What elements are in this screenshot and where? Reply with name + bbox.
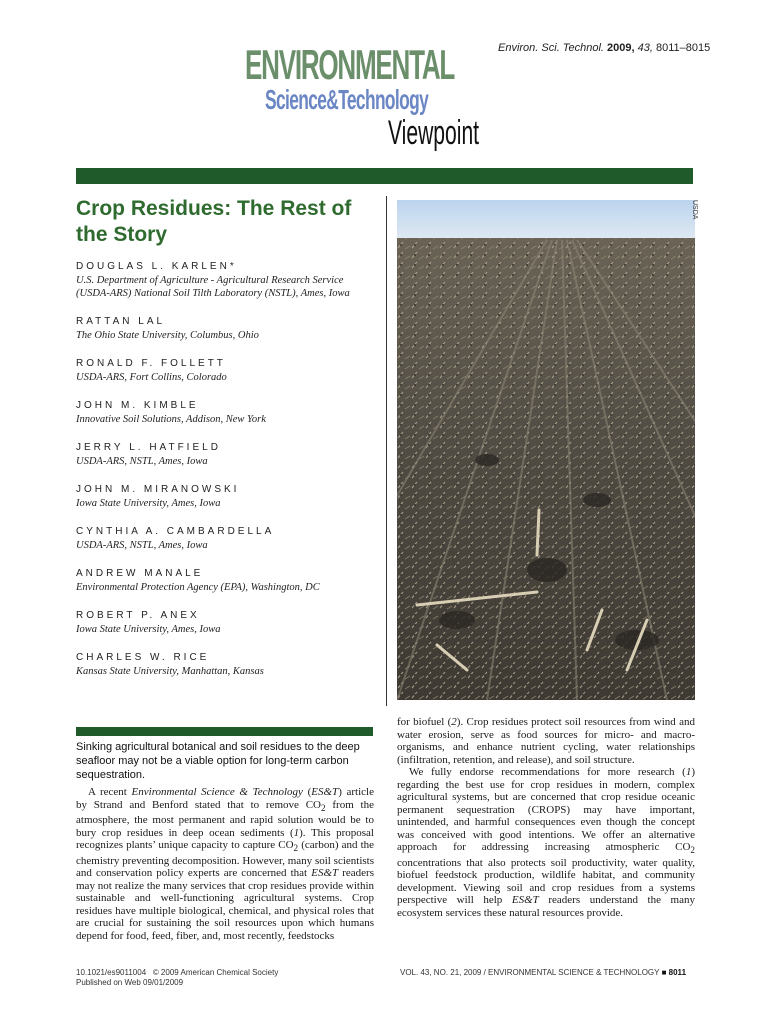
author-entry xyxy=(76,651,376,678)
author-entry xyxy=(76,260,376,300)
author-affiliation: USDA-ARS, Fort Collins, Colorado xyxy=(76,372,227,383)
body-paragraph: for biofuel (2). Crop residues protect soil resources from wind and water erosion, serve as food sources for micro- and macro-organisms, and enhance nutrient cycling, water relationships (infiltration, retention, and release), and soil structure. xyxy=(397,716,695,766)
footer-right xyxy=(400,968,686,977)
header-divider xyxy=(76,168,693,184)
author-affiliation: The Ohio State University, Columbus, Ohio xyxy=(76,330,259,341)
author-name: JOHN M. KIMBLE xyxy=(76,400,199,411)
logo-line1: ENVIRONMENTAL xyxy=(245,41,455,88)
abstract-text: Sinking agricultural botanical and soil residues to the deep seafloor may not be a viable option for long-term carbon sequestration. xyxy=(76,741,360,781)
author-affiliation: Iowa State University, Ames, Iowa xyxy=(76,498,221,509)
author-entry xyxy=(76,483,376,510)
author-name: RATTAN LAL xyxy=(76,316,166,327)
author-affiliation: USDA-ARS, NSTL, Ames, Iowa xyxy=(76,456,208,467)
photo-credit: USDA xyxy=(691,200,698,220)
author-name: JOHN M. MIRANOWSKI xyxy=(76,484,240,495)
journal-volume: 43, xyxy=(637,42,653,54)
section-label: Viewpoint xyxy=(388,114,480,152)
author-name: CYNTHIA A. CAMBARDELLA xyxy=(76,526,275,537)
author-affiliation: U.S. Department of Agriculture - Agricultural Research Service (USDA-ARS) National Soil Tilth Laboratory (NSTL), Ames, Iowa xyxy=(76,275,350,299)
author-affiliation: Iowa State University, Ames, Iowa xyxy=(76,624,221,635)
author-name: CHARLES W. RICE xyxy=(76,652,210,663)
page-number: 8011 xyxy=(668,968,687,977)
author-entry xyxy=(76,399,376,426)
copyright: © 2009 American Chemical Society xyxy=(152,968,279,977)
column-divider xyxy=(386,196,387,706)
article-title: Crop Residues: The Rest of the Story xyxy=(76,197,352,246)
journal-pages: 8011–8015 xyxy=(656,42,711,54)
author-name: ROBERT P. ANEX xyxy=(76,610,200,621)
journal-citation xyxy=(498,42,710,54)
publication-date: Published on Web 09/01/2009 xyxy=(76,978,184,987)
author-name: DOUGLAS L. KARLEN* xyxy=(76,261,237,272)
author-entry xyxy=(76,315,376,342)
doi: 10.1021/es9011004 xyxy=(76,968,147,977)
author-affiliation: Environmental Protection Agency (EPA), Washington, DC xyxy=(76,582,320,593)
author-entry xyxy=(76,567,376,594)
author-list xyxy=(76,260,376,693)
logo-line2: Science&Technology xyxy=(265,84,429,115)
author-entry xyxy=(76,609,376,636)
author-affiliation: USDA-ARS, NSTL, Ames, Iowa xyxy=(76,540,208,551)
journal-abbrev: Environ. Sci. Technol. xyxy=(498,42,604,54)
body-column-right xyxy=(397,716,695,919)
author-name: RONALD F. FOLLETT xyxy=(76,358,226,369)
author-affiliation: Innovative Soil Solutions, Addison, New York xyxy=(76,414,266,425)
page-marker: ■ xyxy=(661,968,667,977)
author-entry xyxy=(76,441,376,468)
author-entry xyxy=(76,357,376,384)
crop-field-photo xyxy=(397,200,695,700)
journal-year: 2009, xyxy=(607,42,635,54)
footer-left xyxy=(76,968,278,988)
abstract-divider xyxy=(76,727,373,736)
issue-info: VOL. 43, NO. 21, 2009 / ENVIRONMENTAL SCIENCE & TECHNOLOGY xyxy=(400,968,660,977)
author-name: JERRY L. HATFIELD xyxy=(76,442,221,453)
body-paragraph-left: A recent Environmental Science & Technology (ES&T) article by Strand and Benford stated that to remove $CO_2$ from the atmosphere, the most permanent and rapid solution would be to bury crop residues in deep ocean sediments (1). This proposal recognizes plants’ unique capacity to capture $CO_2$ (carbon) and the chemistry preventing decomposition. However, many soil scientists and conservation policy experts are concerned that ES&T readers may not realize the many services that crop residues provide within sustainable and well-functioning agricultural systems. Crop residues have multiple biological, chemical, and physical roles that are crucial for sustaining the soil resources upon which humans depend for food, feed, fiber, and, most recently, feedstocks xyxy=(76,786,375,942)
author-name: ANDREW MANALE xyxy=(76,568,204,579)
author-affiliation: Kansas State University, Manhattan, Kansas xyxy=(76,666,264,677)
author-entry xyxy=(76,525,376,552)
body-paragraph: We fully endorse recommendations for more research (1) regarding the best use for crop residues in modern, complex agricultural systems, but are concerned that crop residue oceanic permanent sequestration (CROPS) may have important, unintended, and harmful consequences even though the concept was conceived with good intentions. We offer an alternative approach for addressing increasing atmospheric $CO_2$ concentrations that also protects soil productivity, water quality, biofuel feedstock production, wildlife habitat, and community development. Viewing soil and crop residues from a systems perspective will help ES&T readers understand the many ecosystem services these natural resources provide. xyxy=(397,766,695,919)
